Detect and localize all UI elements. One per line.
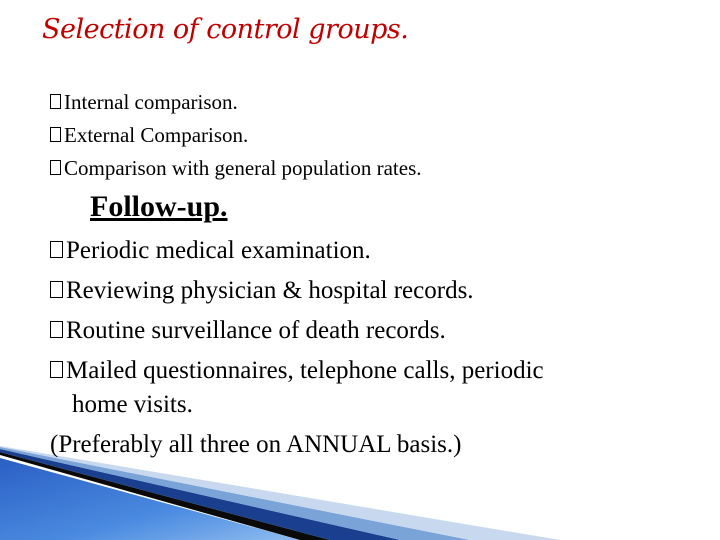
square-bullet-icon xyxy=(50,361,63,378)
slide-title: Selection of control groups. xyxy=(42,14,409,45)
section-heading: Follow-up. xyxy=(90,190,228,223)
list-item xyxy=(50,238,371,263)
square-bullet-icon xyxy=(50,160,61,175)
list-item xyxy=(50,318,446,343)
list-item-text: Comparison with general population rates. xyxy=(64,156,422,180)
square-bullet-icon xyxy=(50,281,63,298)
square-bullet-icon xyxy=(50,321,63,338)
list-item xyxy=(50,278,474,303)
list-item xyxy=(50,358,544,383)
square-bullet-icon xyxy=(50,241,63,258)
list-item xyxy=(50,92,238,113)
list-item-text: Reviewing physician & hospital records. xyxy=(66,277,474,304)
list-item-text: Mailed questionnaires, telephone calls, periodic xyxy=(66,357,544,384)
square-bullet-icon xyxy=(50,94,61,109)
square-bullet-icon xyxy=(50,127,61,142)
list-item-text: Internal comparison. xyxy=(64,90,238,114)
note-text: (Preferably all three on ANNUAL basis.) xyxy=(50,431,462,458)
list-item-text: Routine surveillance of death records. xyxy=(66,317,446,344)
list-item xyxy=(50,125,248,146)
list-item-continuation: home visits. xyxy=(72,391,193,418)
list-item-text: External Comparison. xyxy=(64,123,249,147)
list-item xyxy=(50,158,422,179)
list-item-text: Periodic medical examination. xyxy=(66,237,371,264)
